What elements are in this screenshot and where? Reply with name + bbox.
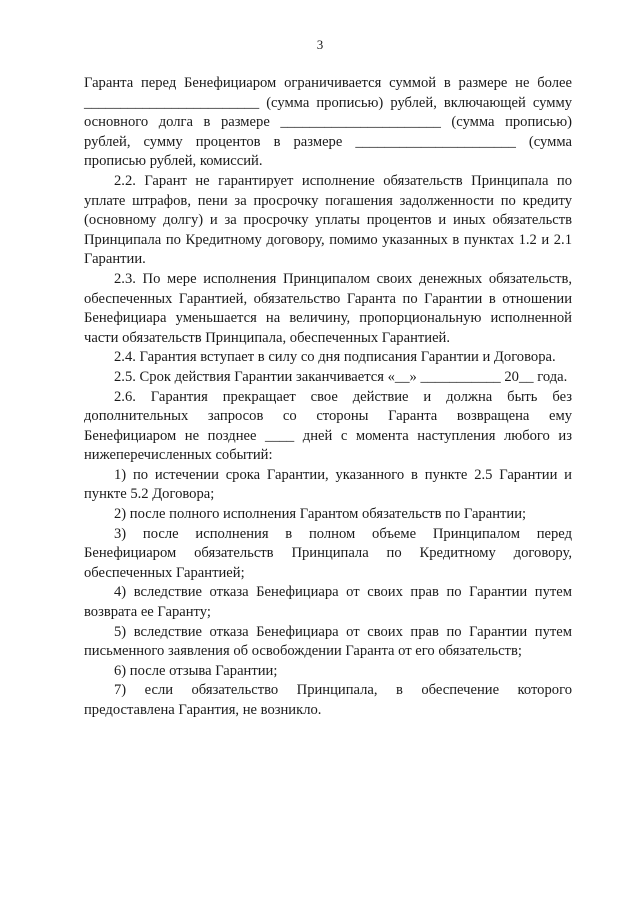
- paragraph-2-4: 2.4. Гарантия вступает в силу со дня подписания Гарантии и Договора.: [114, 349, 556, 366]
- list-item-4: 4) вследствие отказа Бенефициара от своих прав по Гарантии путем возврата ее Гаранту;: [84, 584, 572, 621]
- paragraph-2-3: 2.3. По мере исполнения Принципалом своих денежных обязательств, обеспеченных Гарантией, обязательство Гаранта по Гарантии в отношении Бенефициара уменьшается на величину, пропорциональную исполненной части обязательств Принципала, обеспеченных Гарантией.: [84, 270, 572, 346]
- list-item-6: 6) после отзыва Гарантии;: [114, 662, 278, 679]
- paragraph-2-6: 2.6. Гарантия прекращает свое действие и должна быть без дополнительных запросов со стороны Гаранта возвращена ему Бенефициаром не позднее ____ дней с момента наступления любого из нижеперечисленных событий:: [84, 388, 572, 464]
- paragraph-2-5: 2.5. Срок действия Гарантии заканчивается «__» ___________ 20__ года.: [114, 368, 568, 385]
- document-body: [84, 74, 572, 721]
- list-item-1: 1) по истечении срока Гарантии, указанного в пункте 2.5 Гарантии и пункте 5.2 Договора;: [84, 466, 572, 503]
- paragraph-continuation: Гаранта перед Бенефициаром ограничивается суммой в размере не более ________________________ (сумма прописью) рублей, включающей сумму основного долга в размере ______________________ (сумма прописью) рублей, сумму процентов в размере ______________________ (сумма прописью рублей, комиссий.: [84, 75, 572, 170]
- list-item-3: 3) после исполнения в полном объеме Принципалом перед Бенефициаром обязательств Принципала по Кредитному договору, обеспеченных Гарантией;: [84, 525, 572, 581]
- page-number: 3: [316, 37, 324, 52]
- list-item-5: 5) вследствие отказа Бенефициара от своих прав по Гарантии путем письменного заявления об освобождении Гаранта от его обязательств;: [84, 623, 572, 660]
- paragraph-2-2: 2.2. Гарант не гарантирует исполнение обязательств Принципала по уплате штрафов, пени за просрочку погашения задолженности по кредиту (основному долгу) и за просрочку уплаты процентов и иных обязательств Принципала по Кредитному договору, помимо указанных в пунктах 1.2 и 2.1 Гарантии.: [84, 172, 572, 268]
- list-item-2: 2) после полного исполнения Гарантом обязательств по Гарантии;: [114, 506, 527, 523]
- list-item-7: 7) если обязательство Принципала, в обеспечение которого предоставлена Гарантия, не возникло.: [84, 682, 572, 718]
